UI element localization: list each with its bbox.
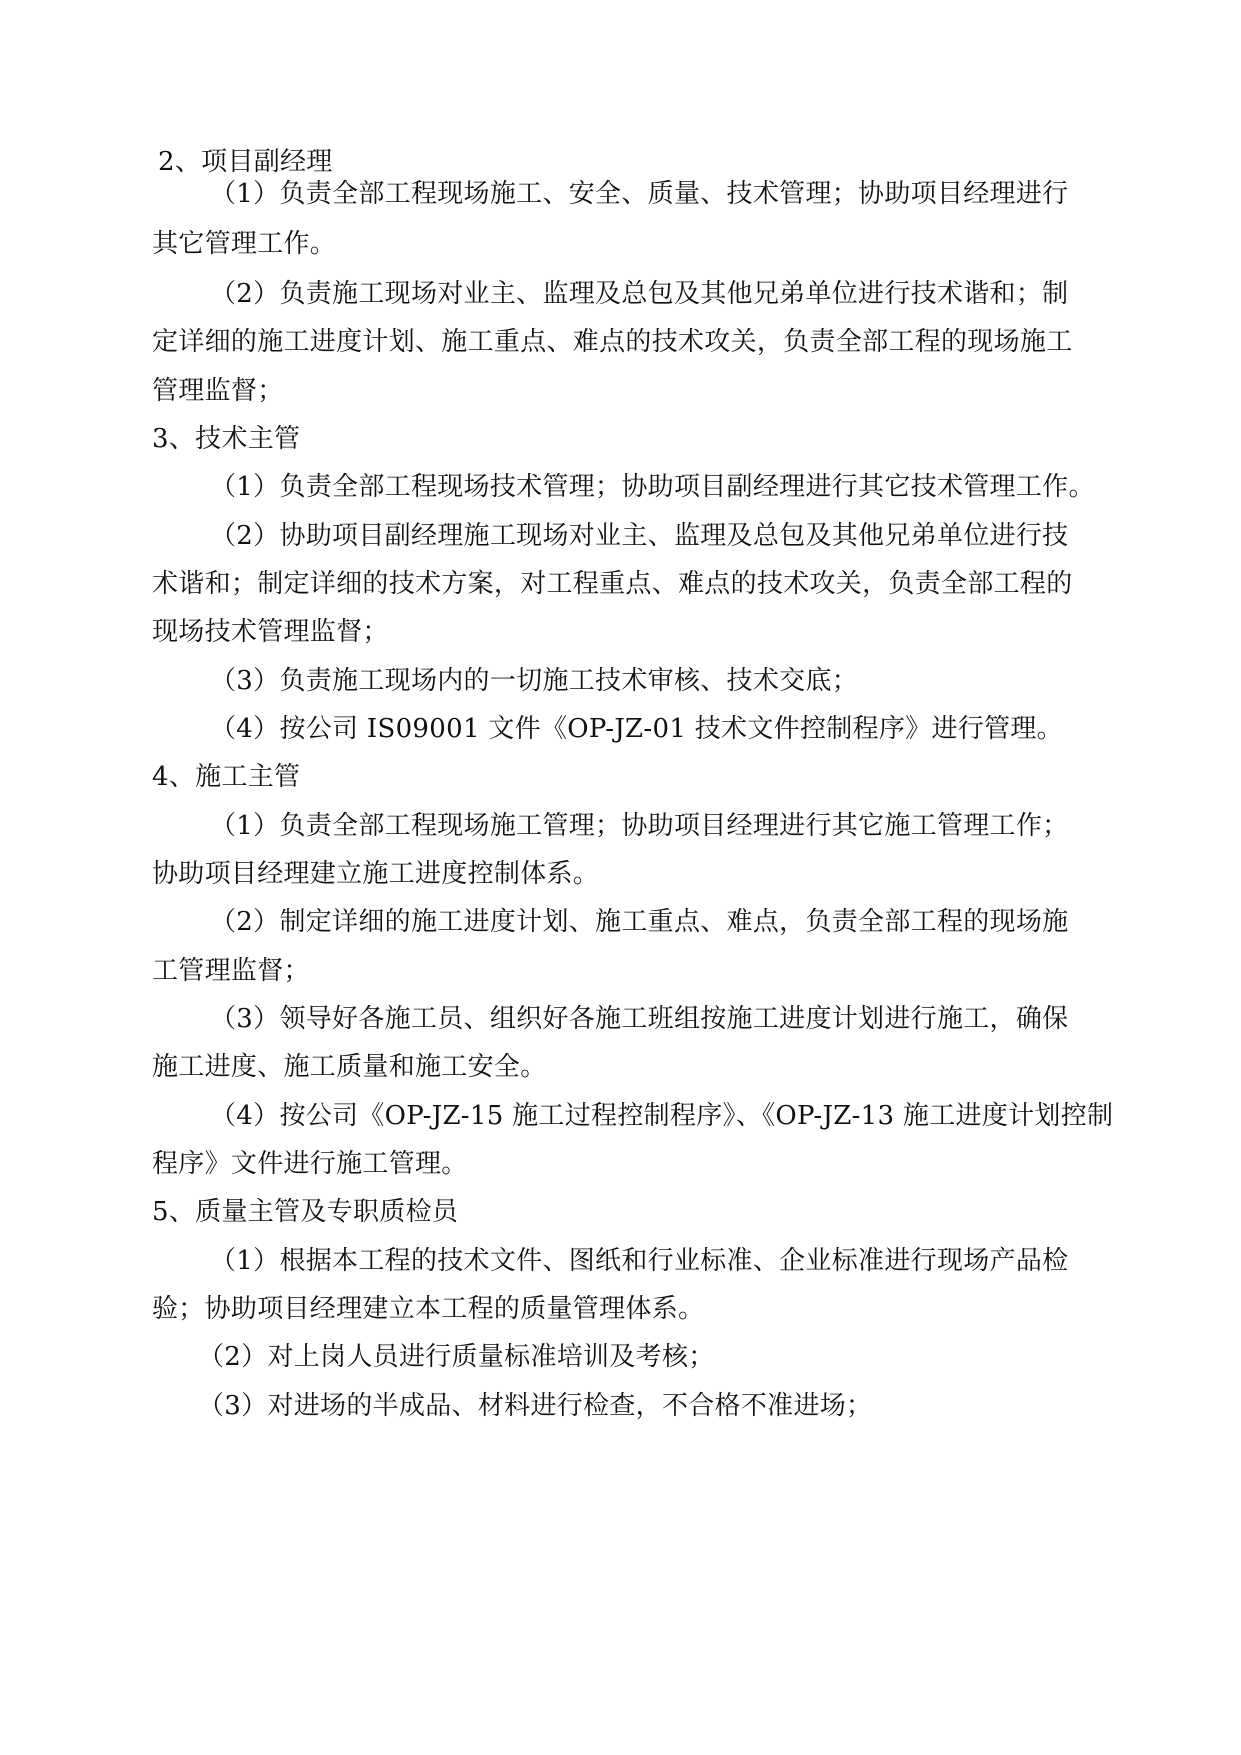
paragraph-line: 术谐和；制定详细的技术方案，对工程重点、难点的技术攻关，负责全部工程的 <box>152 569 1073 599</box>
section-heading: 4、施工主管 <box>152 762 301 792</box>
paragraph-line: （2）对上岗人员进行质量标准培训及考核； <box>198 1342 715 1372</box>
paragraph-line: （2）制定详细的施工进度计划、施工重点、难点，负责全部工程的现场施 <box>210 907 1069 937</box>
paragraph-line: （3）领导好各施工员、组织好各施工班组按施工进度计划进行施工，确保 <box>210 1004 1069 1034</box>
paragraph-line: （3）对进场的半成品、材料进行检查，不合格不准进场； <box>198 1391 873 1421</box>
section-heading: 5、质量主管及专职质检员 <box>152 1197 459 1227</box>
section-heading: 2、项目副经理 <box>158 147 333 177</box>
paragraph-line: （1）负责全部工程现场施工、安全、质量、技术管理；协助项目经理进行 <box>210 179 1069 209</box>
paragraph-line: 管理监督； <box>152 376 284 406</box>
paragraph-line: 验；协助项目经理建立本工程的质量管理体系。 <box>152 1294 705 1324</box>
paragraph-line: 协助项目经理建立施工进度控制体系。 <box>152 859 600 889</box>
paragraph-line: 工管理监督； <box>152 956 310 986</box>
paragraph-line: （3）负责施工现场内的一切施工技术审核、技术交底； <box>210 666 859 696</box>
paragraph-line: 施工进度、施工质量和施工安全。 <box>152 1052 547 1082</box>
paragraph-line: （1）负责全部工程现场技术管理；协助项目副经理进行其它技术管理工作。 <box>210 472 1095 502</box>
paragraph-line: （1）根据本工程的技术文件、图纸和行业标准、企业标准进行现场产品检 <box>210 1246 1069 1276</box>
paragraph-line: （4）按公司《OP-JZ-15 施工过程控制程序》、《OP-JZ-13 施工进度计划控制 <box>210 1101 1114 1131</box>
section-heading: 3、技术主管 <box>152 424 301 454</box>
paragraph-line: （1）负责全部工程现场施工管理；协助项目经理进行其它施工管理工作； <box>210 811 1069 841</box>
paragraph-line: 程序》文件进行施工管理。 <box>152 1149 468 1179</box>
paragraph-line: 其它管理工作。 <box>152 229 337 259</box>
paragraph-line: 现场技术管理监督； <box>152 617 389 647</box>
paragraph-line: （4）按公司 IS09001 文件《OP-JZ-01 技术文件控制程序》进行管理。 <box>210 714 1063 744</box>
paragraph-line: 定详细的施工进度计划、施工重点、难点的技术攻关，负责全部工程的现场施工 <box>152 327 1073 357</box>
paragraph-line: （2）协助项目副经理施工现场对业主、监理及总包及其他兄弟单位进行技 <box>210 521 1069 551</box>
paragraph-line: （2）负责施工现场对业主、监理及总包及其他兄弟单位进行技术谐和；制 <box>210 279 1069 309</box>
